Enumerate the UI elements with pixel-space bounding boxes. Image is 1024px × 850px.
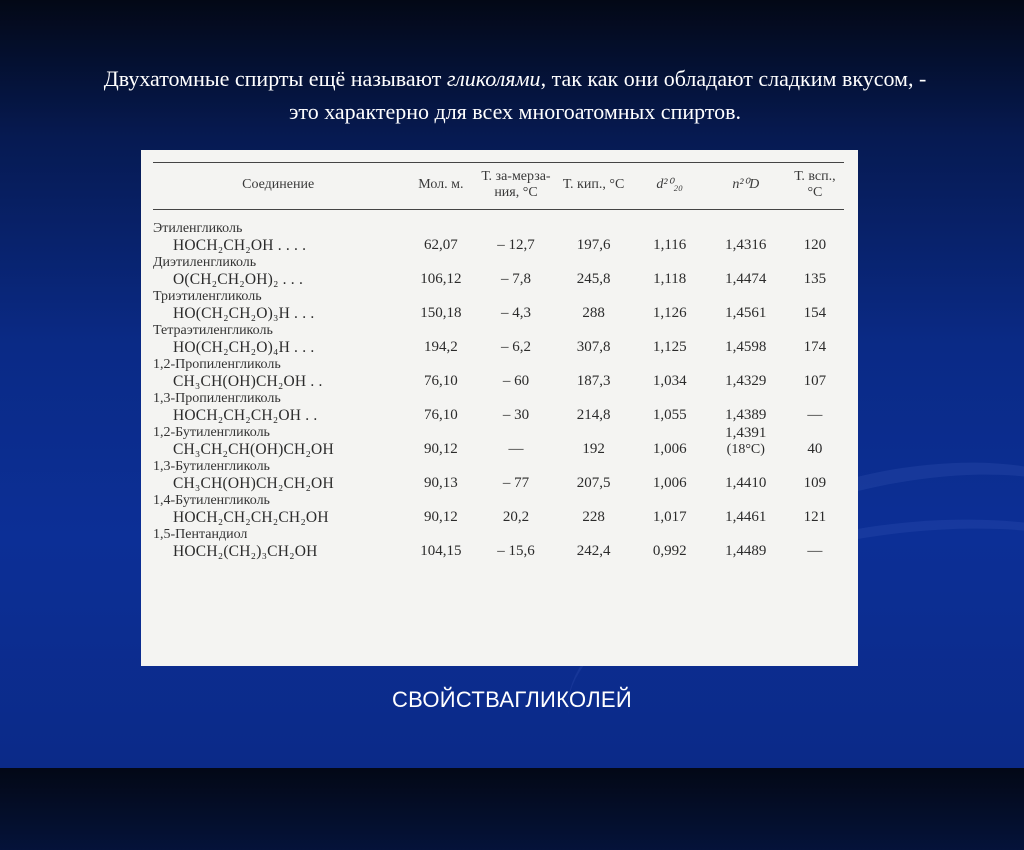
value-refr: 1,4329 xyxy=(725,373,767,389)
compound-formula: HO(CH₂CH₂O)₄H . . . xyxy=(173,339,315,356)
value-freeze: – 4,3 xyxy=(501,305,531,321)
cell-density xyxy=(634,424,706,458)
value-mol-mass: 90,12 xyxy=(424,441,458,457)
value-density: 1,116 xyxy=(653,237,687,253)
cell-flash xyxy=(786,526,844,560)
compound-cell xyxy=(153,322,403,356)
compound-name: Диэтиленгликоль xyxy=(153,255,257,270)
cell-mol-mass xyxy=(403,526,478,560)
slide-caption: СВОЙСТВАГЛИКОЛЕЙ xyxy=(391,687,633,712)
table-row xyxy=(153,322,844,356)
intro-emphasis: гликолями xyxy=(446,66,541,91)
cell-refr xyxy=(706,322,786,356)
value-freeze: – 12,7 xyxy=(497,237,535,253)
header-freeze: Т. за-мерза-ния, °С xyxy=(478,163,553,210)
cell-mol-mass xyxy=(403,254,478,288)
compound-formula: HOCH₂CH₂OH . . . . xyxy=(173,237,307,254)
value-refr: 1,4598 xyxy=(725,339,767,355)
cell-boil xyxy=(554,254,634,288)
value-mol-mass: 62,07 xyxy=(424,237,458,253)
value-freeze: – 77 xyxy=(502,475,530,491)
cell-mol-mass xyxy=(403,458,478,492)
cell-boil xyxy=(554,526,634,560)
cell-refr xyxy=(706,458,786,492)
cell-flash xyxy=(786,492,844,526)
cell-mol-mass xyxy=(403,492,478,526)
table-row xyxy=(153,492,844,526)
intro-part1: Двухатомные спирты ещё называют xyxy=(103,66,447,91)
cell-refr xyxy=(706,390,786,424)
compound-name: 1,2-Бутиленгликоль xyxy=(153,425,270,440)
cell-mol-mass xyxy=(403,390,478,424)
cell-flash xyxy=(786,254,844,288)
value-mol-mass: 76,10 xyxy=(424,373,458,389)
header-mol-mass: Мол. м. xyxy=(403,163,478,210)
cell-flash xyxy=(786,356,844,390)
cell-mol-mass xyxy=(403,356,478,390)
value-flash: 154 xyxy=(803,305,827,321)
cell-flash xyxy=(786,424,844,458)
intro-part2: , так как они обладают сладким вкусом, - это характерно для всех многоатомных спиртов. xyxy=(288,66,927,124)
value-flash: 109 xyxy=(803,475,827,491)
value-freeze: – 60 xyxy=(502,373,530,389)
cell-flash xyxy=(786,390,844,424)
cell-boil xyxy=(554,458,634,492)
compound-formula: HOCH₂(CH₂)₃CH₂OH xyxy=(173,543,318,560)
value-density: 1,034 xyxy=(652,373,687,389)
value-mol-mass: 90,12 xyxy=(424,509,458,525)
compound-cell xyxy=(153,458,403,492)
value-mol-mass: 194,2 xyxy=(424,339,458,355)
value-flash: 174 xyxy=(803,339,827,355)
value-density: 1,006 xyxy=(652,475,687,491)
compound-name: Тетраэтиленгликоль xyxy=(153,323,273,338)
value-boil: 307,8 xyxy=(576,339,611,355)
table-row xyxy=(153,526,844,560)
value-density: 1,055 xyxy=(652,407,687,423)
value-refr: 1,4474 xyxy=(725,271,767,287)
value-freeze: – 6,2 xyxy=(501,339,531,355)
glycol-properties-table xyxy=(153,162,844,560)
cell-refr xyxy=(706,356,786,390)
cell-flash xyxy=(786,220,844,254)
cell-flash xyxy=(786,288,844,322)
value-refr: 1,4461 xyxy=(725,509,767,525)
cell-freeze xyxy=(478,356,553,390)
value-boil: 245,8 xyxy=(576,271,611,287)
cell-freeze xyxy=(478,526,553,560)
compound-formula: CH₃CH₂CH(OH)CH₂OH xyxy=(173,441,334,458)
value-mol-mass: 106,12 xyxy=(420,271,462,287)
cell-freeze xyxy=(478,322,553,356)
table-row xyxy=(153,288,844,322)
value-freeze: – 7,8 xyxy=(501,271,531,287)
cell-mol-mass xyxy=(403,424,478,458)
compound-name: Триэтиленгликоль xyxy=(153,289,262,304)
value-refr: 1,4389 xyxy=(725,407,767,423)
compound-cell xyxy=(153,288,403,322)
value-boil: 207,5 xyxy=(576,475,611,491)
value-boil: 214,8 xyxy=(576,407,611,423)
cell-density xyxy=(634,390,706,424)
cell-refr xyxy=(706,220,786,254)
value-freeze: – 30 xyxy=(502,407,530,423)
value-flash: — xyxy=(807,407,823,423)
compound-formula: HO(CH₂CH₂O)₃H . . . xyxy=(173,305,315,322)
compound-formula: HOCH₂CH₂CH₂OH . . xyxy=(173,407,318,424)
value-density: 1,017 xyxy=(652,509,687,525)
value-boil: 197,6 xyxy=(576,237,611,253)
value-freeze: — xyxy=(508,441,524,457)
cell-refr xyxy=(706,424,786,458)
compound-cell xyxy=(153,492,403,526)
cell-freeze xyxy=(478,492,553,526)
cell-flash xyxy=(786,322,844,356)
cell-freeze xyxy=(478,254,553,288)
cell-density xyxy=(634,322,706,356)
value-density: 1,006 xyxy=(652,441,687,457)
cell-density xyxy=(634,356,706,390)
cell-boil xyxy=(554,322,634,356)
compound-formula: O(CH₂CH₂OH)₂ . . . xyxy=(173,271,304,288)
value-freeze: – 15,6 xyxy=(497,543,535,559)
value-boil: 242,4 xyxy=(576,543,611,559)
table-row xyxy=(153,424,844,458)
value-density: 1,118 xyxy=(653,271,687,287)
value-density: 0,992 xyxy=(652,543,687,559)
cell-boil xyxy=(554,288,634,322)
compound-formula: HOCH₂CH₂CH₂CH₂OH xyxy=(173,509,329,526)
cell-refr xyxy=(706,492,786,526)
cell-flash xyxy=(786,458,844,492)
cell-freeze xyxy=(478,458,553,492)
cell-density xyxy=(634,254,706,288)
value-flash: 120 xyxy=(803,237,827,253)
header-compound: Соединение xyxy=(153,163,403,210)
compound-name: 1,4-Бутиленгликоль xyxy=(153,493,270,508)
value-flash: 121 xyxy=(803,509,827,525)
table-row xyxy=(153,390,844,424)
cell-freeze xyxy=(478,220,553,254)
header-flash: Т. всп., °С xyxy=(786,163,844,210)
cell-refr xyxy=(706,254,786,288)
cell-refr xyxy=(706,288,786,322)
cell-density xyxy=(634,458,706,492)
compound-cell xyxy=(153,424,403,458)
compound-formula: CH₃CH(OH)CH₂CH₂OH xyxy=(173,475,334,492)
cell-refr xyxy=(706,526,786,560)
compound-cell xyxy=(153,220,403,254)
value-density: 1,126 xyxy=(652,305,687,321)
header-refraction: n²⁰D xyxy=(706,163,786,210)
value-flash: 107 xyxy=(803,373,827,389)
header-boil: Т. кип., °С xyxy=(554,163,634,210)
value-mol-mass: 150,18 xyxy=(420,305,462,321)
cell-density xyxy=(634,288,706,322)
value-freeze: 20,2 xyxy=(502,509,530,525)
value-flash: 135 xyxy=(803,271,827,287)
cell-freeze xyxy=(478,424,553,458)
intro-text xyxy=(100,62,930,128)
compound-formula: CH₃CH(OH)CH₂OH . . xyxy=(173,373,323,390)
compound-name: 1,3-Пропиленгликоль xyxy=(153,391,281,406)
cell-boil xyxy=(554,424,634,458)
value-flash: — xyxy=(807,543,823,559)
cell-boil xyxy=(554,492,634,526)
compound-name: 1,3-Бутиленгликоль xyxy=(153,459,270,474)
value-refr: 1,4410 xyxy=(725,475,767,491)
table-row xyxy=(153,458,844,492)
value-refr: 1,4391 xyxy=(725,425,767,441)
value-mol-mass: 76,10 xyxy=(424,407,458,423)
cell-mol-mass xyxy=(403,220,478,254)
table-row xyxy=(153,356,844,390)
cell-boil xyxy=(554,390,634,424)
value-refr: 1,4316 xyxy=(725,237,767,253)
cell-density xyxy=(634,492,706,526)
cell-density xyxy=(634,526,706,560)
cell-boil xyxy=(554,356,634,390)
cell-density xyxy=(634,220,706,254)
cell-mol-mass xyxy=(403,322,478,356)
value-flash: 40 xyxy=(807,441,823,457)
compound-cell xyxy=(153,356,403,390)
value-boil: 228 xyxy=(582,509,605,525)
cell-freeze xyxy=(478,288,553,322)
table-row xyxy=(153,220,844,254)
glycol-properties-table-image xyxy=(141,150,858,666)
compound-name: 1,2-Пропиленгликоль xyxy=(153,357,281,372)
value-mol-mass: 104,15 xyxy=(420,543,462,559)
value-refr: 1,4561 xyxy=(725,305,767,321)
compound-cell xyxy=(153,390,403,424)
refraction-note: (18°С) xyxy=(726,442,765,457)
cell-boil xyxy=(554,220,634,254)
compound-cell xyxy=(153,254,403,288)
value-mol-mass: 90,13 xyxy=(424,475,458,491)
compound-name: Этиленгликоль xyxy=(153,221,243,236)
cell-mol-mass xyxy=(403,288,478,322)
compound-cell xyxy=(153,526,403,560)
table-row xyxy=(153,254,844,288)
value-boil: 187,3 xyxy=(576,373,611,389)
value-refr: 1,4489 xyxy=(725,543,767,559)
value-density: 1,125 xyxy=(652,339,687,355)
compound-name: 1,5-Пентандиол xyxy=(153,527,248,542)
value-boil: 288 xyxy=(582,305,605,321)
value-boil: 192 xyxy=(582,441,605,457)
table-header-row xyxy=(153,163,844,210)
header-density: d²⁰₂₀ xyxy=(634,163,706,210)
cell-freeze xyxy=(478,390,553,424)
